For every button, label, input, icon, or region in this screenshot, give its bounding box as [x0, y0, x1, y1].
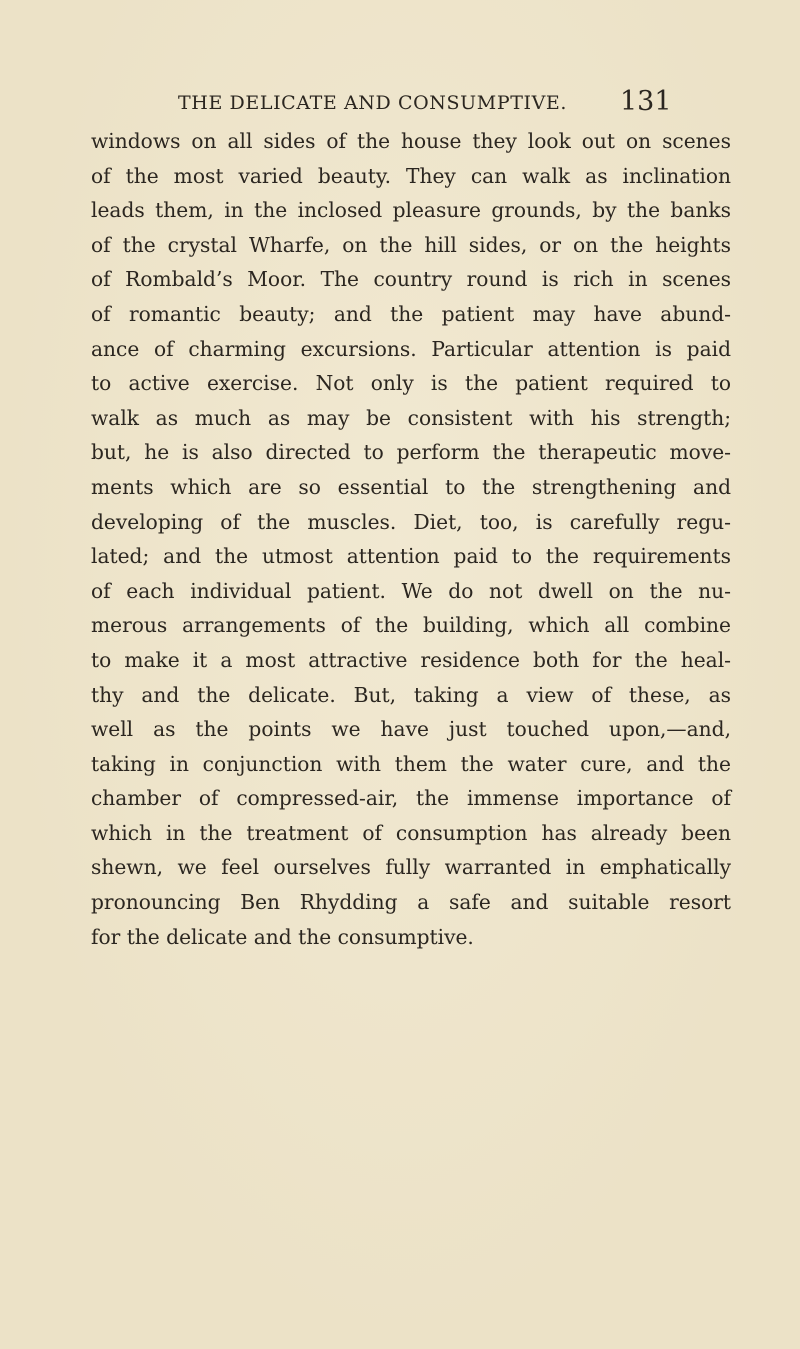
text-line: to active exercise. Not only is the patient required to	[91, 371, 731, 396]
text-line: of the most varied beauty. They can walk as inclination	[91, 163, 731, 188]
text-line: to make it a most attractive residence both for the heal-	[91, 647, 731, 672]
text-line: shewn, we feel ourselves fully warranted in emphatically	[91, 855, 731, 880]
text-line: taking in conjunction with them the water cure, and the	[91, 751, 731, 776]
text-line: which in the treatment of consumption has already been	[91, 820, 731, 845]
text-line: of each individual patient. We do not dwell on the nu-	[91, 578, 731, 603]
text-line: walk as much as may be consistent with his strength;	[91, 405, 731, 430]
text-line: chamber of compressed-air, the immense importance of	[91, 786, 731, 811]
text-line: well as the points we have just touched upon,—and,	[91, 717, 731, 742]
text-line: developing of the muscles. Diet, too, is carefully regu-	[91, 509, 731, 534]
text-line: lated; and the utmost attention paid to the requirements	[91, 544, 731, 569]
text-line: of Rombald’s Moor. The country round is rich in scenes	[91, 267, 731, 292]
text-line: merous arrangements of the building, which all combine	[91, 613, 731, 638]
text-line: windows on all sides of the house they look out on scenes	[91, 129, 731, 153]
text-line: of the crystal Wharfe, on the hill sides, or on the heights	[91, 232, 731, 257]
text-line: leads them, in the inclosed pleasure grounds, by the banks	[91, 198, 731, 223]
text-line: thy and the delicate. But, taking a view of these, as	[91, 682, 731, 707]
body-paragraph	[91, 124, 731, 954]
page-number: 131	[620, 86, 672, 117]
running-head-title: THE DELICATE AND CONSUMPTIVE.	[178, 92, 568, 114]
text-line: but, he is also directed to perform the therapeutic move-	[91, 440, 731, 465]
text-line: ance of charming excursions. Particular attention is paid	[91, 336, 731, 361]
text-line: ments which are so essential to the strengthening and	[91, 474, 731, 499]
text-line: of romantic beauty; and the patient may have abund-	[91, 301, 731, 326]
text-line-last: for the delicate and the consumptive.	[91, 924, 474, 949]
text-line: pronouncing Ben Rhydding a safe and suitable resort	[91, 890, 731, 915]
